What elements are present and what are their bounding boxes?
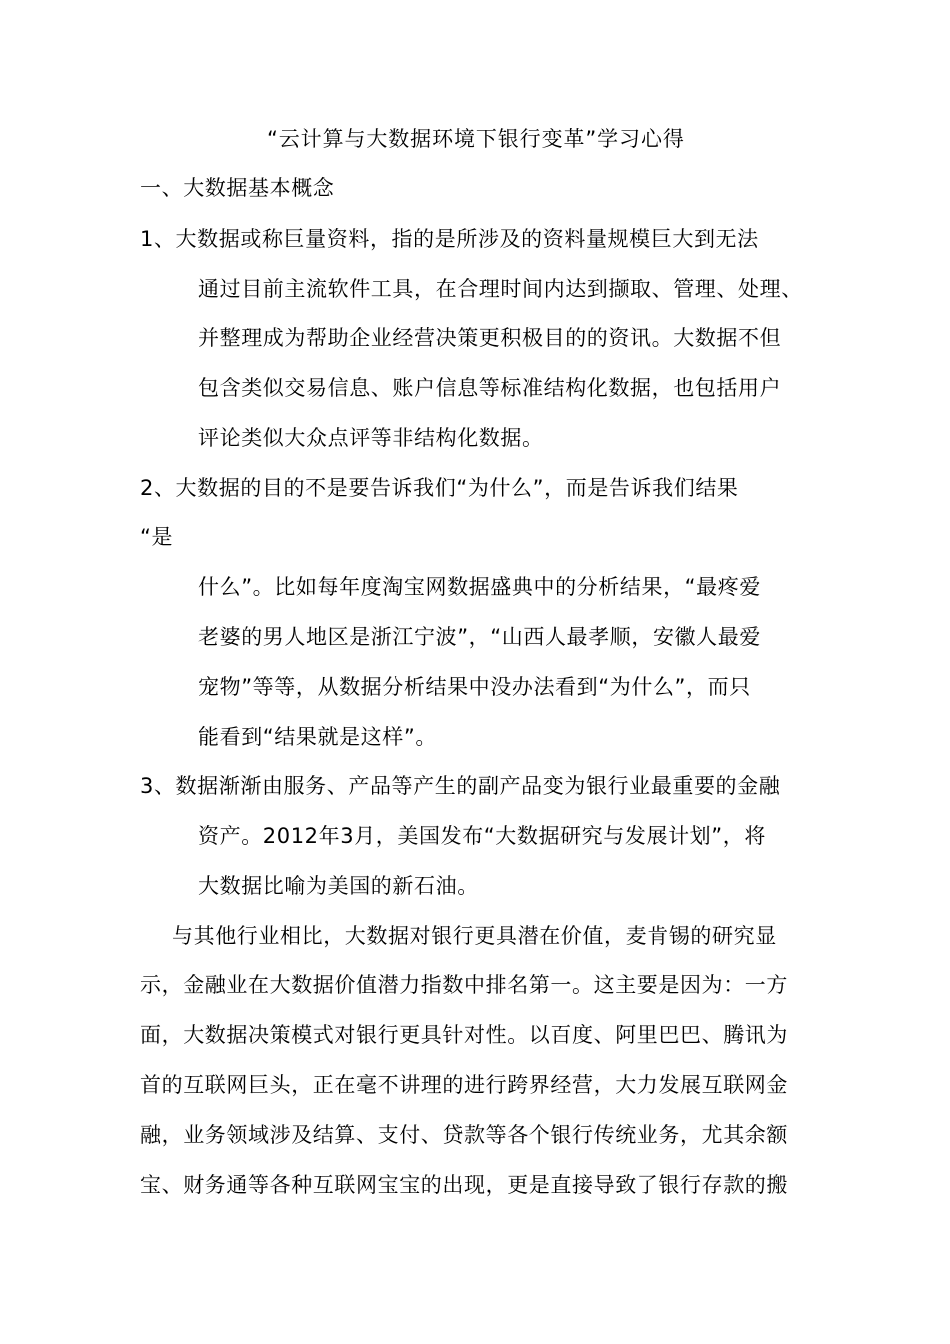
- item2-line3: 什么”。比如每年度淘宝网数据盛典中的分析结果，“最疼爱: [198, 575, 761, 599]
- item1-line4: 包含类似交易信息、账户信息等标准结构化数据，也包括用户: [198, 376, 782, 400]
- item1-line5: 评论类似大众点评等非结构化数据。: [198, 426, 544, 450]
- item1-line1: 1、大数据或称巨量资料，指的是所涉及的资料量规模巨大到无法: [140, 227, 759, 251]
- item3-line1: 3、数据渐渐由服务、产品等产生的副产品变为银行业最重要的金融: [140, 774, 781, 798]
- item3-line2: 资产。2012年3月，美国发布“大数据研究与发展计划”，将: [198, 824, 766, 848]
- paragraph-line1: 与其他行业相比，大数据对银行更具潜在价值，麦肯锡的研究显: [172, 924, 777, 948]
- paragraph-line4: 首的互联网巨头，正在毫不讲理的进行跨界经营，大力发展互联网金: [140, 1073, 788, 1097]
- item2-line4: 老婆的男人地区是浙江宁波”，“山西人最孝顺，安徽人最爱: [198, 625, 761, 649]
- item3-line3: 大数据比喻为美国的新石油。: [198, 874, 479, 898]
- paragraph-line3: 面，大数据决策模式对银行更具针对性。以百度、阿里巴巴、腾讯为: [140, 1023, 788, 1047]
- paragraph-line6: 宝、财务通等各种互联网宝宝的出现，更是直接导致了银行存款的搬: [140, 1173, 788, 1197]
- item2-line2: “是: [140, 525, 174, 549]
- item2-line5: 宠物”等等，从数据分析结果中没办法看到“为什么”，而只: [198, 675, 751, 699]
- paragraph-line5: 融，业务领域涉及结算、支付、贷款等各个银行传统业务，尤其余额: [140, 1123, 788, 1147]
- item2-line6: 能看到“结果就是这样”。: [198, 725, 437, 749]
- document-title: “云计算与大数据环境下银行变革”学习心得: [267, 127, 685, 151]
- item2-line1: 2、大数据的目的不是要告诉我们“为什么”，而是告诉我们结果: [140, 476, 739, 500]
- item1-line2: 通过目前主流软件工具，在合理时间内达到撷取、管理、处理、: [198, 277, 803, 301]
- section-heading: 一、大数据基本概念: [140, 176, 335, 200]
- item1-line3: 并整理成为帮助企业经营决策更积极目的的资讯。大数据不但: [198, 326, 782, 350]
- paragraph-line2: 示，金融业在大数据价值潜力指数中排名第一。这主要是因为：一方: [140, 973, 788, 997]
